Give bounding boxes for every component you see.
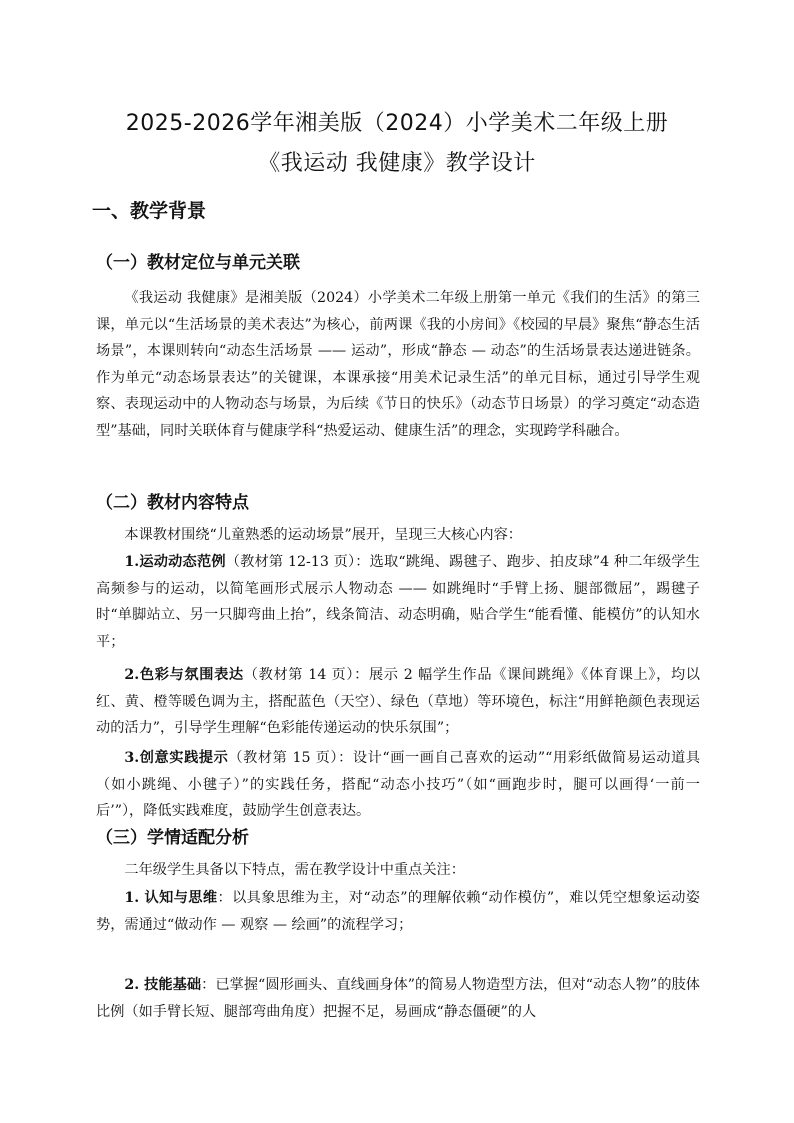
item-text: （教材第 15 页）：设计“画一画自己喜欢的运动”“用彩纸做简易运动道具（如小跳绳、小毽子）”的实践任务，搭配“动态小技巧”（如“画跑步时，腿可以画得‘一前一后’”），降低实践难度，鼓励学生创意表达。 [96,750,701,819]
item-text: ：以具象思维为主，对“动态”的理解依赖“动作模仿”，难以凭空想象运动姿势，需通过“做动作 — 观察 — 绘画”的流程学习； [96,890,700,933]
subsection-heading-learners: （三）学情适配分析 [96,828,249,848]
paragraph-learners-item2 [96,972,700,1025]
item-text: （教材第 14 页）：展示 2 幅学生作品《课间跳绳》《体育课上》，均以红、黄、橙等暖色调为主，搭配蓝色（天空）、绿色（草地）等环境色，标注“用鲜艳颜色表现运动的活力”，引导学生理解“色彩能传递运动的快乐氛围”； [96,667,700,736]
keyword-label: 2. 技能基础 [124,977,202,993]
document-title-line2: 《我运动 我健康》教学设计 [258,151,536,176]
paragraph-content-item1 [96,549,700,655]
paragraph-learners-item1 [96,885,700,938]
paragraph-positioning: 《我运动 我健康》是湘美版（2024）小学美术二年级上册第一单元《我们的生活》的第三课，单元以“生活场景的美术表达”为核心，前两课《我的小房间》《校园的早晨》聚焦“静态生活场景”，本课则转向“动态生活场景 —— 运动”，形成“静态 — 动态”的生活场景表达递进链条。作为单元“动态场景表达”的关键课，本课承接“用美术记录生活”的单元目标，通过引导学生观察、表现运动中的人物动态与场景，为后续《节日的快乐》（动态节日场景）的学习奠定“动态造型”基础，同时关联体育与健康学科“热爱运动、健康生活”的理念，实现跨学科融合。 [96,290,700,439]
keyword-label: 1. 认知与思维 [124,890,218,906]
item-text: （教材第 12-13 页）：选取“跳绳、踢毽子、跑步、拍皮球”4 种二年级学生高频参与的运动，以简笔画形式展示人物动态 —— 如跳绳时“手臂上扬、腿部微屈”，踢毽子时“单脚站立、另一只脚弯曲上抬”，线条简洁、动态明确，贴合学生“能看懂、能模仿”的认知水平； [96,554,700,650]
paragraph-content-item3 [96,745,700,825]
keyword-label: 3.创意实践提示 [124,750,229,766]
paragraph-content-intro: 本课教材围绕“儿童熟悉的运动场景”展开，呈现三大核心内容： [124,527,522,543]
item-text: ：已掌握“圆形画头、直线画身体”的简易人物造型方法，但对“动态人物”的肢体比例（如手臂长短、腿部弯曲角度）把握不足，易画成“静态僵硬”的人 [96,977,700,1020]
subsection-heading-positioning: （一）教材定位与单元关联 [96,253,300,273]
keyword-label: 1.运动动态范例 [124,554,226,570]
document-title-line1: 2025-2026学年湘美版（2024）小学美术二年级上册 [125,111,669,136]
paragraph-learners-intro: 二年级学生具备以下特点，需在教学设计中重点关注： [124,862,465,878]
subsection-heading-content: （二）教材内容特点 [96,493,249,513]
section-heading-background: 一、教学背景 [92,200,207,222]
paragraph-content-item2 [96,662,700,742]
keyword-label: 2.色彩与氛围表达 [124,667,244,683]
